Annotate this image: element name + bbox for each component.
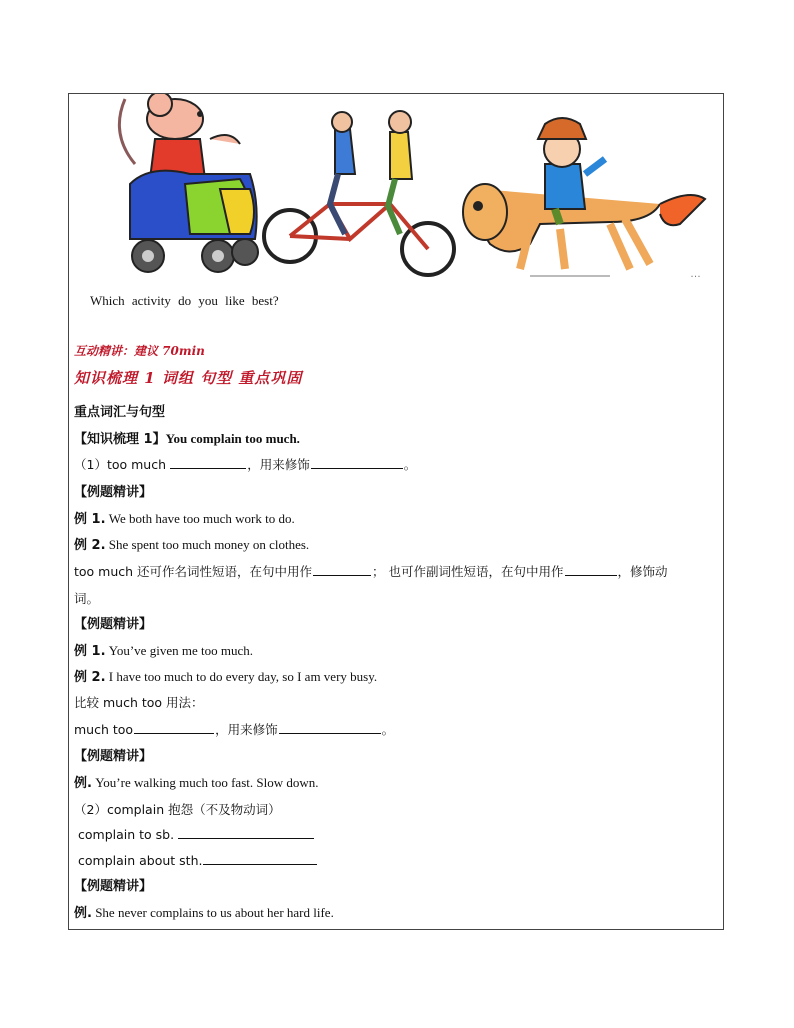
example-heading-3: 【例题精讲】 [74,749,153,764]
much-too-end: 。 [381,722,395,737]
example-text: She spent too much money on clothes. [108,537,310,552]
complain-to-label: complain to sb. [78,827,175,842]
much-too-blank-2[interactable] [279,721,381,734]
note1-part2: ； 也可作副词性短语，在句中用作 [372,564,564,579]
item1-blank-1[interactable] [170,456,246,469]
example-text: She never complains to us about her hard life. [95,905,334,920]
example-label: 例 1. [74,644,106,659]
example-b1 [74,642,253,661]
note1-line [74,563,668,581]
item1-line [74,456,416,474]
note1-continuation: 词。 [74,591,100,606]
item1-blank-2[interactable] [311,456,403,469]
complain-about-blank[interactable] [203,852,317,865]
interactive-label: 互动精讲：建议 70min [74,344,205,358]
example-b2 [74,668,377,687]
complain-to-blank[interactable] [178,826,314,839]
section-title: 知识梳理 1 词组 句型 重点巩固 [74,369,303,387]
example-label: 例. [74,906,92,921]
much-too-line [74,721,394,739]
item1-mid: ，用来修饰 [247,457,310,472]
note1-blank-2[interactable] [565,563,617,576]
example-label: 例 2. [74,538,106,553]
example-heading-2: 【例题精讲】 [74,617,153,632]
tandem-bike-illustration [264,111,454,275]
item1-prefix: （1）too much [74,457,167,472]
compare-line: 比较 much too 用法： [74,695,204,710]
example-d [74,904,334,923]
much-too-mid: ，用来修饰 [215,722,278,737]
note1-part3: ，修饰动 [617,564,668,579]
note1-part1: too much 还可作名词性短语，在句中用作 [74,564,313,579]
example-label: 例 1. [74,512,106,527]
sub-heading: 重点词汇与句型 [74,405,166,420]
example-c [74,774,318,793]
question-text: Which activity do you like best? [90,293,279,308]
complain-to-line [78,826,315,844]
point1-text: You complain too much. [165,431,300,446]
example-heading-1: 【例题精讲】 [74,485,153,500]
example-a1 [74,510,295,529]
image-footer-dots: … [690,268,702,280]
much-too-blank-1[interactable] [134,721,214,734]
example-label: 例 2. [74,670,106,685]
example-text: I have too much to do every day, so I am very busy. [108,669,378,684]
example-text: You’re walking much too fast. Slow down. [95,775,319,790]
example-label: 例. [74,776,92,791]
example-text: We both have too much work to do. [108,511,295,526]
complain-about-line [78,852,318,870]
example-heading-4: 【例题精讲】 [74,879,153,894]
item1-end: 。 [403,457,417,472]
activities-illustration [90,94,710,284]
note1-blank-1[interactable] [313,563,371,576]
much-too-prefix: much too [74,722,134,737]
mouse-car-illustration [119,94,258,272]
horse-rider-illustration [463,118,705,276]
point1-prefix: 【知识梳理 1】 [74,432,166,447]
example-a2 [74,536,309,555]
item2-line: （2）complain 抱怨（不及物动词） [74,802,281,817]
example-text: You’ve given me too much. [108,643,253,658]
knowledge-point-1 [74,430,300,449]
complain-about-label: complain about sth. [78,853,203,868]
